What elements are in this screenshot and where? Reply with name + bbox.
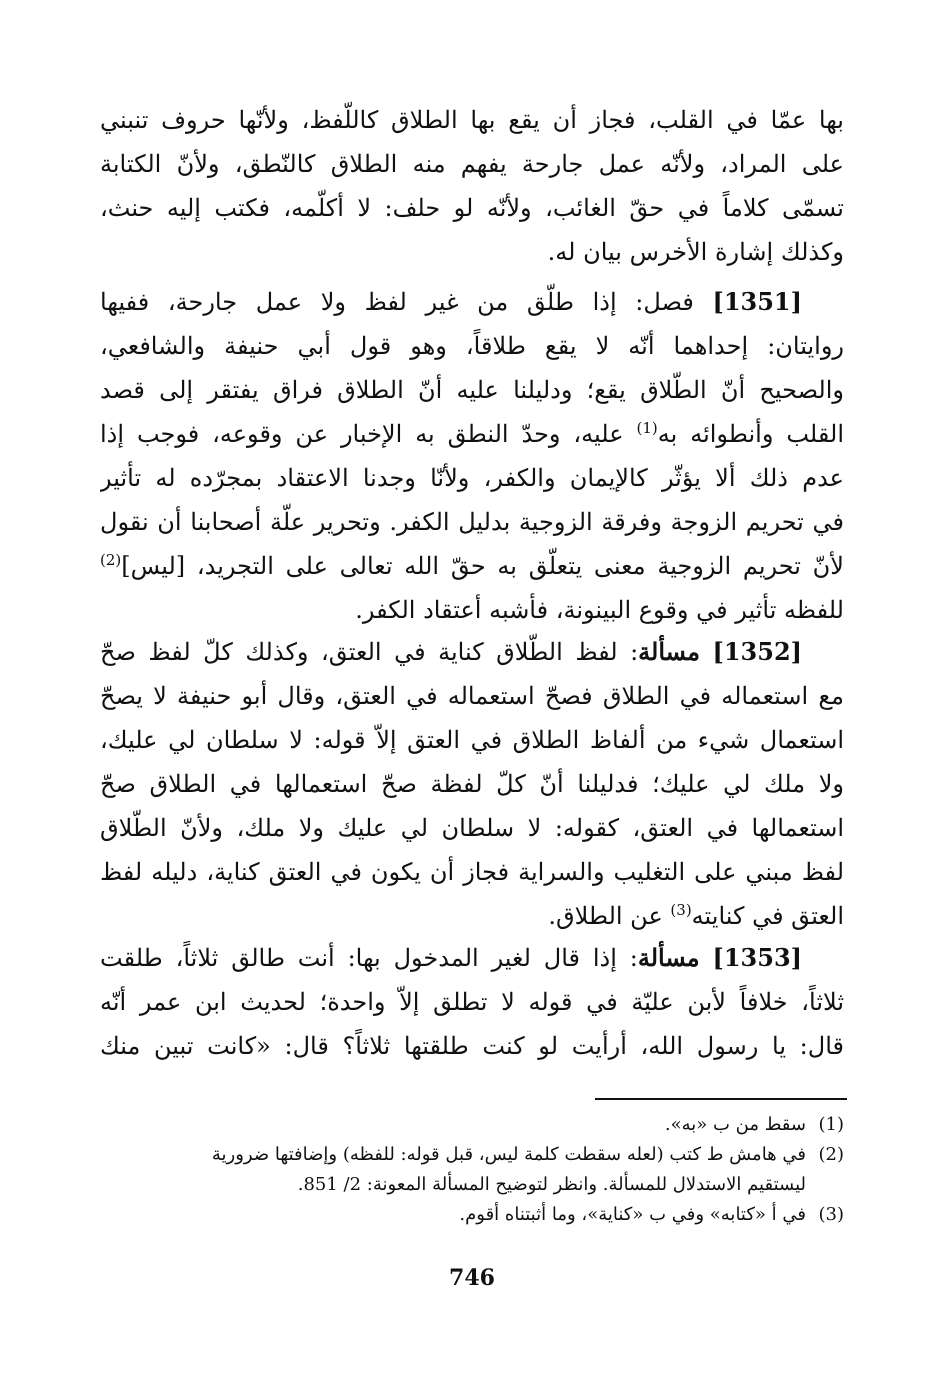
footnote xyxy=(100,1140,844,1170)
line-text: : إذا قال لغير المدخول بها: أنت طالق ثلاثاً، طلقت xyxy=(100,944,638,972)
text-line: على المراد، ولأنّه عمل جارحة يفهم منه الطلاق كالنّطق، ولأنّ الكتابة xyxy=(100,150,844,178)
line-text: عن الطلاق. xyxy=(548,902,671,930)
footnote-ref: (1) xyxy=(636,419,658,437)
page-number: 746 xyxy=(449,1265,495,1291)
footnote-ref: (3) xyxy=(670,901,692,919)
paragraph-1351 xyxy=(100,280,844,632)
footnote-number: (1) xyxy=(818,1114,844,1135)
footnote xyxy=(100,1200,844,1230)
text-line: وكذلك إشارة الأخرس بيان له. xyxy=(547,238,844,266)
text-line: مع استعماله في الطلاق فصحّ استعماله في العتق، وقال أبو حنيفة لا يصحّ xyxy=(100,682,844,710)
text-line: استعمال شيء من ألفاظ الطلاق في العتق إلاّ قوله: لا سلطان لي عليك، xyxy=(100,726,844,754)
text-line xyxy=(100,544,844,588)
footnote-number: (2) xyxy=(818,1144,844,1165)
text-line: لفظ مبني على التغليب والسراية فجاز أن يكون في العتق كناية، دليله لفظ xyxy=(100,858,844,886)
footnote-text: في أ «كتابه» وفي ب «كناية»، وما أثبتناه أقوم. xyxy=(459,1204,806,1225)
footnote-continuation: ليستقيم الاستدلال للمسألة. وانظر لتوضيح المسألة المعونة: 2/ 851. xyxy=(297,1174,806,1195)
footnote-ref: (2) xyxy=(100,551,122,569)
text-line: روايتان: إحداهما أنّه لا يقع طلاقاً، وهو قول أبي حنيفة والشافعي، xyxy=(100,332,844,360)
footnote xyxy=(100,1110,844,1140)
line-text: لأنّ تحريم الزوجية معنى يتعلّق به حقّ الله تعالى على التجريد، [ليس] xyxy=(121,552,844,580)
text-line xyxy=(100,936,844,980)
text-line: عدم ذلك ألا يؤثّر كالإيمان والكفر، ولأنّا وجدنا الاعتقاد بمجرّده له تأثير xyxy=(100,464,844,492)
paragraph-1352 xyxy=(100,630,844,938)
footnotes xyxy=(100,1110,844,1230)
text-line: للفظه تأثير في وقوع البينونة، فأشبه أعتقاد الكفر. xyxy=(355,596,844,624)
paragraph-1353 xyxy=(100,936,844,1068)
line-text: القلب وأنطوائه به xyxy=(657,420,844,448)
section-number: [1352] xyxy=(712,637,802,666)
text-line: بها عمّا في القلب، فجاز أن يقع بها الطلاق كاللّفظ، ولأنّها حروف تنبني xyxy=(100,106,844,134)
text-line: ولا ملك لي عليك؛ فدليلنا أنّ كلّ لفظة صحّ استعمالها في الطلاق صحّ xyxy=(100,770,844,798)
footnote-text: في هامش ط كتب (لعله سقطت كلمة ليس، قبل قوله: للفظه) وإضافتها ضرورية xyxy=(211,1144,806,1165)
text-line: والصحيح أنّ الطّلاق يقع؛ ودليلنا عليه أنّ الطلاق فراق يفتقر إلى قصد xyxy=(100,376,844,404)
text-line xyxy=(100,412,844,456)
issue-label: مسألة xyxy=(638,637,700,666)
line-text: العتق في كنايته xyxy=(691,902,844,930)
text-line: ثلاثاً، خلافاً لأبن عليّة في قوله لا تطلق إلاّ واحدة؛ لحديث ابن عمر أنّه xyxy=(100,988,844,1016)
text-line xyxy=(100,280,844,324)
text-line: استعمالها في العتق، كقوله: لا سلطان لي عليك ولا ملك، ولأنّ الطّلاق xyxy=(100,814,844,842)
section-number: [1353] xyxy=(712,943,802,972)
section-number: [1351] xyxy=(712,287,802,316)
footnote-text: سقط من ب «به». xyxy=(664,1114,806,1135)
text-line xyxy=(100,894,844,938)
paragraph-1 xyxy=(100,98,844,274)
text-line: تسمّى كلاماً في حقّ الغائب، ولأنّه لو حلف: لا أكلّمه، فكتب إليه حنث، xyxy=(100,194,844,222)
line-text: : لفظ الطّلاق كناية في العتق، وكذلك كلّ لفظ صحّ xyxy=(100,638,639,666)
footnote-divider xyxy=(595,1098,847,1100)
text-line: في تحريم الزوجة وفرقة الزوجية بدليل الكفر. وتحرير علّة أصحابنا أن نقول xyxy=(100,508,844,536)
issue-label: مسألة xyxy=(637,943,700,972)
line-text: عليه، وحدّ النطق به الإخبار عن وقوعه، فوجب إذا xyxy=(100,420,637,448)
text-line xyxy=(100,630,844,674)
text-line: قال: يا رسول الله، أرأيت لو كنت طلقتها ثلاثاً؟ قال: «كانت تبين منك xyxy=(100,1032,844,1060)
footnote-number: (3) xyxy=(818,1204,844,1225)
line-text: فصل: إذا طلّق من غير لفظ ولا عمل جارحة، ففيها xyxy=(100,288,694,316)
